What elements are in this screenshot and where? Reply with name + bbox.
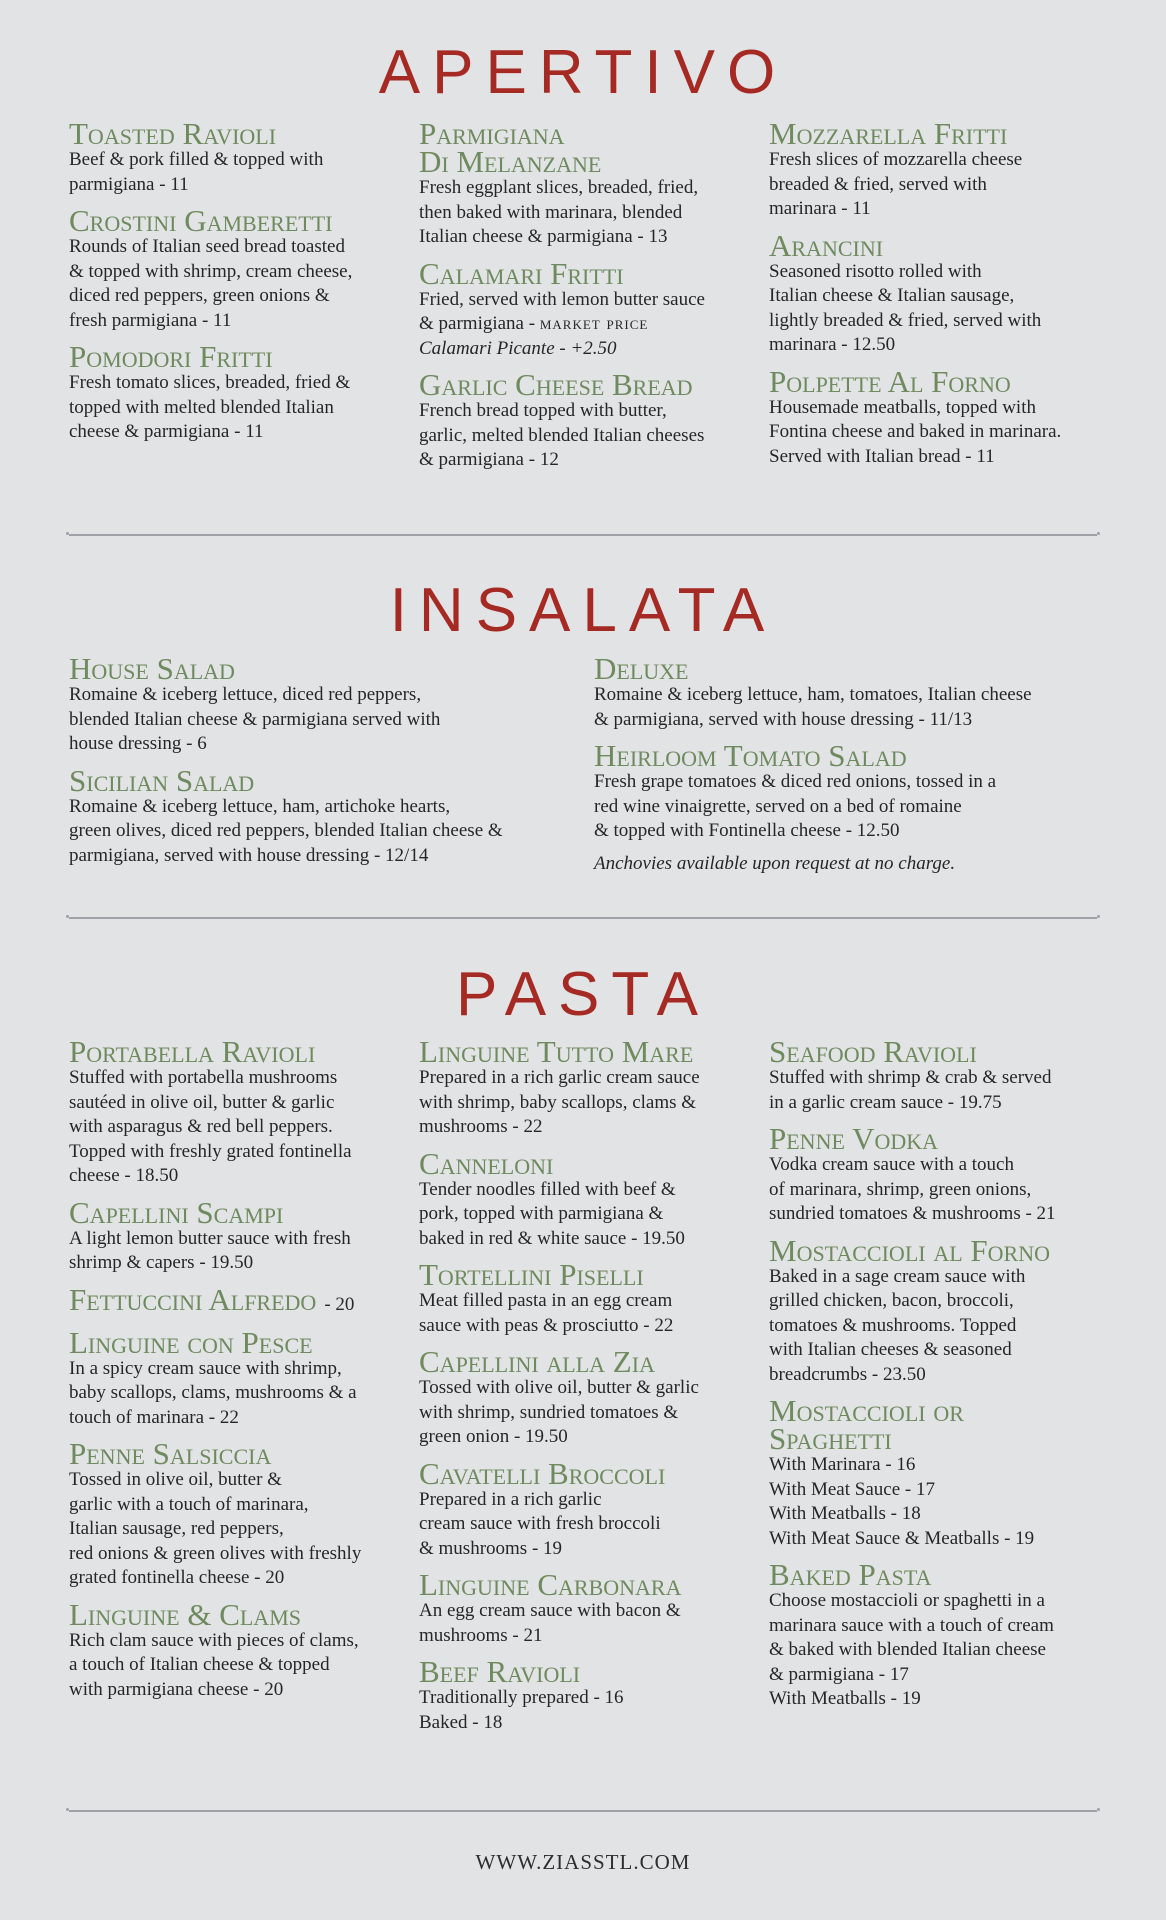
menu-item-description-text: in a garlic cream sauce - 19.75 xyxy=(769,1091,1002,1113)
menu-item-name-text: House Salad xyxy=(69,651,235,686)
menu-item-description-text: Fresh eggplant slices, breaded, fried, xyxy=(419,177,699,198)
menu-item-description-line xyxy=(769,148,1109,173)
menu-item-name xyxy=(419,1257,759,1292)
menu-item-description-line xyxy=(69,1542,399,1567)
menu-item-description-line xyxy=(69,1678,399,1703)
menu-item-name-text: Seafood Ravioli xyxy=(769,1034,977,1069)
menu-item-description-text: Fontina cheese and baked in marinara. xyxy=(769,421,1062,442)
menu-item-description-line xyxy=(769,1453,1109,1478)
menu-item-upgrade: Calamari Picante - +2.50 xyxy=(419,337,617,359)
menu-item-name xyxy=(69,762,569,798)
menu-item-description-line xyxy=(594,795,1114,820)
menu-item xyxy=(69,116,399,197)
menu-item-description-line xyxy=(419,1227,759,1252)
menu-item-description-line xyxy=(419,448,759,473)
menu-item-description-line xyxy=(769,260,1109,285)
menu-item-description-text: Baked in a sage cream sauce with xyxy=(769,1265,1026,1287)
menu-item xyxy=(69,1596,399,1703)
menu-item-description-text: Prepared in a rich garlic cream sauce xyxy=(419,1067,700,1088)
menu-item-description-text: Baked - 18 xyxy=(419,1711,503,1733)
menu-item-name xyxy=(419,116,759,179)
menu-item-description-line xyxy=(69,1493,399,1518)
menu-item-description-text: Beef & pork filled & topped with xyxy=(69,149,324,170)
menu-item-description-line xyxy=(69,235,399,260)
menu-item-description-line xyxy=(769,333,1109,358)
menu-item-description-line xyxy=(769,1265,1109,1290)
menu-item-description-text: & parmigiana - xyxy=(419,313,540,334)
menu-item-description-text: touch of marinara - 22 xyxy=(69,1406,239,1428)
menu-item-description-text: Stuffed with shrimp & crab & served xyxy=(769,1067,1052,1088)
menu-item-description-text: topped with melted blended Italian xyxy=(69,396,334,418)
insalata-note: Anchovies available upon request at no charge. xyxy=(594,853,956,874)
menu-item-description-text: sauce with peas & prosciutto - 22 xyxy=(419,1314,674,1336)
pasta-col-3 xyxy=(769,1034,1109,1722)
menu-item-description-line xyxy=(769,1178,1109,1203)
menu-item xyxy=(69,762,569,869)
divider xyxy=(69,534,1097,536)
menu-item-description-line xyxy=(69,1251,399,1276)
menu-item-name xyxy=(419,1034,759,1069)
menu-item xyxy=(769,1232,1109,1388)
menu-item-description-text: shrimp & capers - 19.50 xyxy=(69,1252,254,1273)
menu-item-description-line xyxy=(69,819,569,844)
menu-item-description-line xyxy=(69,1140,399,1165)
menu-item-description-text: Vodka cream sauce with a touch xyxy=(769,1154,1014,1175)
menu-item-description-text: baked in red & white sauce - 19.50 xyxy=(419,1227,685,1249)
menu-item-name-text: Crostini Gamberetti xyxy=(69,203,333,238)
menu-item-name xyxy=(419,1344,759,1379)
menu-item-description-text: Seasoned risotto rolled with xyxy=(769,260,982,282)
menu-item-description-text: Italian sausage, red peppers, xyxy=(69,1518,284,1539)
menu-item-description-line xyxy=(69,708,569,733)
menu-item-description-text: lightly breaded & fried, served with xyxy=(769,309,1042,331)
menu-item-description-line xyxy=(769,1478,1109,1503)
menu-item-description-text: parmigiana - 11 xyxy=(69,173,189,195)
menu-item-name-text: Sicilian Salad xyxy=(69,762,255,798)
menu-item-description-line xyxy=(769,1363,1109,1388)
menu-item-description-text: Fresh tomato slices, breaded, fried & xyxy=(69,372,351,393)
menu-item-description-line xyxy=(419,424,759,449)
menu-item-description-text: red onions & green olives with freshly xyxy=(69,1542,362,1564)
menu-item-description-text: Italian cheese & parmigiana - 13 xyxy=(419,226,668,247)
menu-item-description-line xyxy=(419,288,759,313)
menu-item-description-line xyxy=(69,173,399,198)
menu-item-name-text: Capellini alla Zia xyxy=(419,1344,655,1379)
menu-item-name-text: Baked Pasta xyxy=(769,1557,932,1592)
menu-item-description-line xyxy=(769,420,1109,445)
menu-item-description-line xyxy=(69,1164,399,1189)
menu-item-description-line xyxy=(69,795,569,820)
menu-item-description-text: then baked with marinara, blended xyxy=(419,201,683,223)
menu-item-name-text: Penne Salsiccia xyxy=(69,1436,272,1471)
menu-item-description-text: red wine vinaigrette, served on a bed of romaine xyxy=(594,795,962,817)
menu-item-description-text: marinara - 12.50 xyxy=(769,334,896,355)
menu-item-description-text: Romaine & iceberg lettuce, diced red peppers, xyxy=(69,684,422,705)
menu-item-description-text: & parmigiana - 17 xyxy=(769,1663,909,1685)
menu-item-description-text: sundried tomatoes & mushrooms - 21 xyxy=(769,1203,1056,1224)
menu-item-description-line xyxy=(419,1686,759,1711)
menu-item-description-line xyxy=(419,1115,759,1140)
menu-item-description-line xyxy=(69,1115,399,1140)
menu-item-description-line xyxy=(594,683,1114,708)
menu-item-name-text: Mozzarella Fritti xyxy=(769,116,1008,151)
website-url: WWW.ZIASSTL.COM xyxy=(475,1850,691,1874)
menu-item-name-text: Linguine con Pesce xyxy=(69,1324,313,1360)
menu-item-description-text: cheese - 18.50 xyxy=(69,1165,179,1186)
menu-item-description-line xyxy=(769,173,1109,198)
menu-item-description-text: Rich clam sauce with pieces of clams, xyxy=(69,1629,359,1651)
menu-item-description-text: French bread topped with butter, xyxy=(419,400,667,421)
menu-item-description-text: garlic, melted blended Italian cheeses xyxy=(419,424,705,446)
menu-item-name-text: Fettuccini Alfredo xyxy=(69,1281,317,1317)
menu-item-description-line xyxy=(419,176,759,201)
menu-item xyxy=(69,1281,399,1319)
menu-item-description-line xyxy=(69,148,399,173)
menu-item-description-line xyxy=(419,1376,759,1401)
menu-item-description-line xyxy=(769,1202,1109,1227)
menu-item-description-text: Served with Italian bread - 11 xyxy=(769,445,995,467)
menu-item-name xyxy=(69,339,399,374)
menu-item-description-text: marinara - 11 xyxy=(769,198,871,219)
menu-item-name xyxy=(69,1324,399,1360)
menu-item-description-line xyxy=(69,1517,399,1542)
menu-item-name-text: Cavatelli Broccoli xyxy=(419,1455,666,1491)
menu-item-name-text: Deluxe xyxy=(594,651,689,686)
menu-item-description-text: With Marinara - 16 xyxy=(769,1454,916,1475)
menu-item-description-text: with Italian cheeses & seasoned xyxy=(769,1339,1012,1360)
menu-item xyxy=(769,1393,1109,1551)
menu-item-name-text: Capellini Scampi xyxy=(69,1194,284,1230)
menu-item-description-text: baby scallops, clams, mushrooms & a xyxy=(69,1382,357,1403)
menu-item-description-text: Tender noodles filled with beef & xyxy=(419,1178,676,1200)
menu-item-name xyxy=(769,116,1109,151)
menu-item-description-line xyxy=(69,1091,399,1116)
menu-item xyxy=(419,1567,759,1648)
menu-item-description-text: breaded & fried, served with xyxy=(769,173,987,195)
menu-item-description-text: grilled chicken, bacon, broccoli, xyxy=(769,1290,1014,1311)
menu-item-name xyxy=(769,1121,1109,1156)
menu-item-description-line xyxy=(419,1488,759,1513)
menu-item xyxy=(769,1034,1109,1115)
menu-item xyxy=(419,1145,759,1252)
insalata-col-1 xyxy=(69,651,569,878)
menu-item xyxy=(69,1034,399,1189)
menu-item-description-line xyxy=(769,1314,1109,1339)
menu-item-description-line xyxy=(419,1599,759,1624)
menu-item-description-text: Romaine & iceberg lettuce, ham, tomatoes, Italian cheese xyxy=(594,684,1032,705)
menu-item-description-text: a touch of Italian cheese & topped xyxy=(69,1654,330,1675)
menu-item-description-line xyxy=(419,1202,759,1227)
menu-item xyxy=(769,363,1109,470)
menu-item-name-text: Mostaccioli al Forno xyxy=(769,1232,1050,1268)
menu-item-description-text: Traditionally prepared - 16 xyxy=(419,1687,624,1708)
menu-item-description-text: In a spicy cream sauce with shrimp, xyxy=(69,1357,342,1379)
menu-item xyxy=(419,1344,759,1450)
menu-item-description-line xyxy=(69,1357,399,1382)
menu-item-description-text: An egg cream sauce with bacon & xyxy=(419,1600,681,1621)
menu-item-description-line xyxy=(769,1066,1109,1091)
menu-item-description-line xyxy=(69,844,569,869)
menu-item-name-text: Mostaccioli or Spaghetti xyxy=(769,1393,964,1456)
menu-item xyxy=(419,255,759,362)
menu-item-description-line xyxy=(69,396,399,421)
menu-item-description-line xyxy=(69,420,399,445)
menu-item-description-text: with shrimp, sundried tomatoes & xyxy=(419,1401,679,1423)
menu-item-description-line xyxy=(419,1512,759,1537)
menu-item-description-line xyxy=(419,1711,759,1736)
menu-item-description-line xyxy=(69,1066,399,1091)
menu-item-description-text: pork, topped with parmigiana & xyxy=(419,1203,664,1224)
menu-item-name-text: Beef Ravioli xyxy=(419,1654,581,1689)
menu-item-description-text: & topped with Fontinella cheese - 12.50 xyxy=(594,820,900,841)
menu-item-name xyxy=(69,1281,399,1319)
menu-item xyxy=(419,1654,759,1735)
menu-item-description-text: parmigiana, served with house dressing - 12/14 xyxy=(69,844,429,866)
menu-item-description-line xyxy=(419,312,759,337)
menu-item xyxy=(769,227,1109,358)
menu-item-name xyxy=(419,255,759,291)
menu-item-description-text: breadcrumbs - 23.50 xyxy=(769,1363,926,1385)
menu-item-description-text: With Meat Sauce & Meatballs - 19 xyxy=(769,1527,1035,1549)
menu-item-description-line xyxy=(419,399,759,424)
menu-item-description-text: cheese & parmigiana - 11 xyxy=(69,421,264,442)
menu-item xyxy=(419,1455,759,1562)
menu-item-description-text: With Meatballs - 18 xyxy=(769,1503,921,1524)
menu-item-name xyxy=(69,651,569,686)
menu-item-description-line xyxy=(769,1687,1109,1712)
menu-item-description-text: With Meatballs - 19 xyxy=(769,1688,921,1709)
menu-item-description-line xyxy=(419,1425,759,1450)
menu-item-description-line xyxy=(769,1614,1109,1639)
menu-item-name-text: Pomodori Fritti xyxy=(69,339,273,374)
menu-item-name-text: Arancini xyxy=(769,227,884,263)
menu-item xyxy=(594,651,1114,732)
menu-item-description-line xyxy=(69,1227,399,1252)
menu-item-description-text: with asparagus & red bell peppers. xyxy=(69,1116,333,1137)
menu-item xyxy=(419,116,759,250)
menu-item-description-line xyxy=(419,1314,759,1339)
menu-item xyxy=(419,1034,759,1140)
menu-item xyxy=(69,203,399,333)
menu-item-description-text: Tossed with olive oil, butter & garlic xyxy=(419,1377,699,1398)
menu-item xyxy=(769,1557,1109,1712)
menu-item-description-line xyxy=(69,284,399,309)
menu-item-description-line xyxy=(769,396,1109,421)
menu-item-name-text: Calamari Fritti xyxy=(419,255,624,291)
menu-item-name xyxy=(69,1436,399,1471)
menu-item-description-line xyxy=(769,445,1109,470)
menu-item-description-line xyxy=(419,201,759,226)
menu-item-description-line xyxy=(769,1638,1109,1663)
menu-item-description-line xyxy=(769,1502,1109,1527)
menu-item-description-text: diced red peppers, green onions & xyxy=(69,285,330,306)
menu-item-description-text: blended Italian cheese & parmigiana served with xyxy=(69,708,441,730)
menu-item-description-text: tomatoes & mushrooms. Topped xyxy=(769,1314,1017,1336)
pasta-col-1 xyxy=(69,1034,399,1712)
menu-item-description-text: green olives, diced red peppers, blended Italian cheese & xyxy=(69,820,503,841)
menu-item xyxy=(69,651,569,757)
menu-item xyxy=(69,1436,399,1591)
menu-item-name xyxy=(419,1145,759,1181)
menu-item-description-line xyxy=(769,1589,1109,1614)
menu-item-name-text: Garlic Cheese Bread xyxy=(419,367,693,402)
menu-item-name xyxy=(69,1034,399,1069)
menu-item-name xyxy=(69,1596,399,1632)
menu-item-description-line xyxy=(419,1066,759,1091)
menu-item-description-line xyxy=(769,197,1109,222)
menu-item-description-line xyxy=(769,309,1109,334)
menu-item-description-text: Prepared in a rich garlic xyxy=(419,1488,602,1510)
menu-item-name-text: Heirloom Tomato Salad xyxy=(594,738,907,773)
menu-item-description-line xyxy=(769,1091,1109,1116)
menu-item-description-text: Romaine & iceberg lettuce, ham, artichoke hearts, xyxy=(69,795,451,817)
menu-item-description-text: Fresh slices of mozzarella cheese xyxy=(769,149,1023,170)
menu-item-description-line xyxy=(419,1289,759,1314)
menu-item-description-line xyxy=(69,1566,399,1591)
menu-item-description-text: with parmigiana cheese - 20 xyxy=(69,1678,284,1700)
menu-item-description-line xyxy=(69,1653,399,1678)
menu-item-description-text: & parmigiana - 12 xyxy=(419,449,559,470)
menu-item-name xyxy=(769,1557,1109,1592)
menu-item-description-line xyxy=(419,1401,759,1426)
menu-item-name xyxy=(594,738,1114,773)
menu-item-description-line xyxy=(419,225,759,250)
menu-item-name-text: Tortellini Piselli xyxy=(419,1257,644,1292)
pasta-col-2 xyxy=(419,1034,759,1745)
menu-item xyxy=(419,1257,759,1338)
menu-item-description-text: With Meat Sauce - 17 xyxy=(769,1478,935,1500)
menu-item-description-line xyxy=(769,1153,1109,1178)
menu-item-description-line xyxy=(69,1468,399,1493)
menu-item-description-line xyxy=(769,1527,1109,1552)
menu-item-description-line xyxy=(419,1537,759,1562)
menu-item-name-text: Linguine Tutto Mare xyxy=(419,1034,694,1069)
menu-item-description-line xyxy=(69,1381,399,1406)
market-price-label: market price xyxy=(539,313,649,334)
menu-item-name xyxy=(419,1654,759,1689)
menu-item-description-text: Italian cheese & Italian sausage, xyxy=(769,285,1015,306)
menu-item-name xyxy=(594,651,1114,686)
menu-item-description-text: fresh parmigiana - 11 xyxy=(69,309,232,331)
menu-item-description-line xyxy=(769,284,1109,309)
menu-item xyxy=(769,1121,1109,1227)
menu-item-description-line xyxy=(769,1338,1109,1363)
menu-item-description-text: green onion - 19.50 xyxy=(419,1426,568,1447)
menu-item-description-text: & mushrooms - 19 xyxy=(419,1537,563,1559)
menu-item-name xyxy=(419,1455,759,1491)
menu-item-name-text: Linguine Carbonara xyxy=(419,1567,682,1602)
menu-item-description-text: mushrooms - 21 xyxy=(419,1624,543,1646)
menu-item-name xyxy=(769,1232,1109,1268)
menu-item-description-line xyxy=(69,732,569,757)
menu-item-description-line xyxy=(594,770,1114,795)
menu-item-name xyxy=(69,1194,399,1230)
menu-item-description-text: of marinara, shrimp, green onions, xyxy=(769,1178,1032,1200)
menu-item-description-line xyxy=(594,708,1114,733)
menu-item xyxy=(769,116,1109,222)
menu-item-name-text: Polpette Al Forno xyxy=(769,363,1011,399)
menu-item-description-text: Topped with freshly grated fontinella xyxy=(69,1140,352,1162)
menu-item-description-text: Fresh grape tomatoes & diced red onions, tossed in a xyxy=(594,771,997,792)
menu-item-description-text: grated fontinella cheese - 20 xyxy=(69,1567,285,1588)
menu-item-description-text: mushrooms - 22 xyxy=(419,1116,543,1137)
menu-item-name xyxy=(419,1567,759,1602)
menu-item-description-line xyxy=(769,1289,1109,1314)
menu-item-description-line xyxy=(419,1091,759,1116)
divider xyxy=(69,1810,1097,1812)
menu-item xyxy=(69,339,399,445)
menu-item-description-text: & parmigiana, served with house dressing - 11/13 xyxy=(594,708,973,730)
menu-item-description-text: Stuffed with portabella mushrooms xyxy=(69,1067,338,1088)
menu-item-name-text: Toasted Ravioli xyxy=(69,116,277,151)
menu-item-description-text: A light lemon butter sauce with fresh xyxy=(69,1227,351,1249)
section-title-pasta: PASTA xyxy=(455,960,711,1029)
menu-item-description-text: Fried, served with lemon butter sauce xyxy=(419,288,705,310)
menu-item-name-text: Portabella Ravioli xyxy=(69,1034,316,1069)
menu-item-name-text: Parmigiana Di Melanzane xyxy=(419,116,602,179)
menu-item-name-text: Canneloni xyxy=(419,1145,554,1181)
menu-item-description-text: & topped with shrimp, cream cheese, xyxy=(69,260,353,282)
menu-item-name-text: Penne Vodka xyxy=(769,1121,939,1156)
menu-item-description-line xyxy=(594,819,1114,844)
menu-item-description-text: cream sauce with fresh broccoli xyxy=(419,1513,661,1534)
menu-item-description-text: Choose mostaccioli or spaghetti in a xyxy=(769,1590,1045,1611)
menu-item-description-line xyxy=(69,683,569,708)
menu-item-description-line xyxy=(69,1406,399,1431)
menu-item-price: - 20 xyxy=(324,1293,355,1315)
menu-item-name xyxy=(769,1034,1109,1069)
menu-item-description-line xyxy=(69,260,399,285)
divider xyxy=(69,917,1097,919)
menu-item-description-text: Rounds of Italian seed bread toasted xyxy=(69,236,345,257)
menu-item-description-line xyxy=(419,1178,759,1203)
menu-item xyxy=(419,367,759,473)
menu-item-description-line xyxy=(69,309,399,334)
menu-item-description-text: Meat filled pasta in an egg cream xyxy=(419,1290,673,1311)
menu-item-description-text: with shrimp, baby scallops, clams & xyxy=(419,1091,697,1113)
menu-item-description-text: marinara sauce with a touch of cream xyxy=(769,1614,1054,1636)
menu-item-description-line xyxy=(769,1663,1109,1688)
menu-item xyxy=(594,738,1114,844)
apertivo-col-3 xyxy=(769,116,1109,479)
menu-item-name xyxy=(69,203,399,238)
menu-item-name xyxy=(769,363,1109,399)
menu-item-name xyxy=(69,116,399,151)
menu-item-description-text: house dressing - 6 xyxy=(69,733,207,754)
menu-item-description-text: Housemade meatballs, topped with xyxy=(769,396,1036,418)
menu-item-description-line xyxy=(419,1624,759,1649)
menu-item-description-text: Tossed in olive oil, butter & xyxy=(69,1469,282,1490)
menu-item-description-text: sautéed in olive oil, butter & garlic xyxy=(69,1091,335,1113)
menu-item-description-text: garlic with a touch of marinara, xyxy=(69,1493,309,1515)
section-title-apertivo: APERTIVO xyxy=(378,38,788,107)
section-title-insalata: INSALATA xyxy=(389,576,777,645)
menu-item-description-line xyxy=(69,371,399,396)
insalata-col-2 xyxy=(594,651,1114,854)
menu-item xyxy=(69,1324,399,1431)
menu-item-name-text: Linguine & Clams xyxy=(69,1596,301,1632)
menu-item-name xyxy=(769,227,1109,263)
apertivo-col-1 xyxy=(69,116,399,455)
menu-item xyxy=(69,1194,399,1276)
apertivo-col-2 xyxy=(419,116,759,483)
menu-item-description-text: & baked with blended Italian cheese xyxy=(769,1639,1046,1660)
menu-item-name xyxy=(769,1393,1109,1456)
menu-item-name xyxy=(419,367,759,402)
menu-item-description-line xyxy=(69,1629,399,1654)
